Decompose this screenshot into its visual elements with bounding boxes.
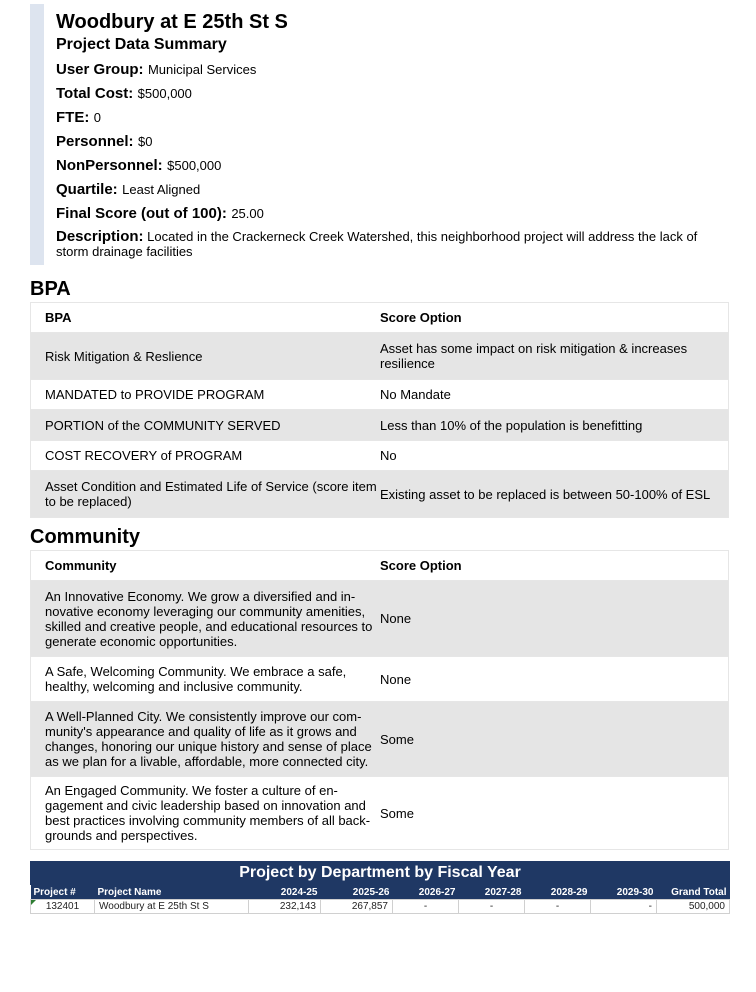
quartile-label: Quartile: [56, 181, 118, 198]
bpa-score: No Mandate [380, 387, 451, 402]
col-header-fy-2029-30: 2029-30 [616, 886, 654, 898]
final-score-value: 25.00 [231, 206, 264, 221]
fiscal-header-row [31, 885, 730, 900]
bpa-item: COST RECOVERY of PROGRAM [45, 448, 243, 463]
personnel-field [56, 133, 731, 151]
community-item: A Safe, Welcoming Community. We embrace a safe, healthy, welcoming and inclusive community. [45, 664, 347, 694]
community-item: A Well-Planned City. We consistently improve our com-munity's appearance and quality of life as it grows and changes, honoring our unique history and sense of place as we plan for a livable, affordable, more connected city. [45, 709, 372, 769]
community-item: An Innovative Economy. We grow a diversified and in-novative economy leveraging our community amenities, skilled and creative people, and educational resources to generate economic opportunities. [45, 588, 373, 649]
bpa-table [30, 302, 729, 518]
cell-fy-2027-28: - [459, 900, 525, 914]
fte-label: FTE: [56, 109, 90, 126]
col-header-fy-2024-25: 2024-25 [280, 886, 318, 898]
user-group-field [56, 61, 731, 79]
quartile-field [56, 181, 731, 199]
bpa-col-header: BPA [45, 310, 72, 325]
table-row [31, 380, 729, 410]
user-group-value: Municipal Services [147, 62, 257, 77]
personnel-value: $0 [137, 134, 153, 149]
table-row [31, 471, 729, 518]
bpa-heading: BPA [30, 278, 71, 300]
col-header-fy-2025-26: 2025-26 [352, 886, 390, 898]
quartile-value: Least Aligned [122, 182, 201, 197]
project-number-text: 132401 [45, 901, 80, 912]
bpa-score: Asset has some impact on risk mitigation & increases resilience [380, 341, 688, 371]
table-row [31, 900, 730, 914]
table-row [31, 333, 729, 380]
community-table [30, 550, 729, 850]
cell-fy-2026-27: - [393, 900, 459, 914]
bpa-score: Less than 10% of the population is benefitting [380, 417, 643, 433]
total-cost-field [56, 85, 731, 103]
nonpersonnel-label: NonPersonnel: [56, 157, 163, 174]
bpa-item: Asset Condition and Estimated Life of Service (score item to be replaced) [45, 479, 377, 509]
table-row [31, 441, 729, 471]
total-cost-label: Total Cost: [56, 85, 134, 102]
personnel-label: Personnel: [56, 133, 134, 150]
nonpersonnel-value: $500,000 [167, 158, 222, 173]
bpa-score: Existing asset to be replaced is between 50-100% of ESL [380, 486, 711, 502]
bpa-item: Risk Mitigation & Reslience [45, 348, 203, 364]
fiscal-table-title: Project by Department by Fiscal Year [30, 861, 730, 885]
table-row [31, 777, 729, 850]
col-header-project-name: Project Name [97, 886, 162, 898]
col-header-grand-total: Grand Total [671, 886, 727, 898]
cell-fy-2025-26: 267,857 [321, 900, 393, 914]
table-row [31, 657, 729, 702]
project-title: Woodbury at E 25th St S [56, 11, 288, 33]
community-score: Some [380, 805, 414, 821]
bpa-item: PORTION of the COMMUNITY SERVED [45, 417, 281, 433]
fte-value: 0 [93, 110, 102, 125]
nonpersonnel-field [56, 157, 731, 175]
cell-grand-total: 500,000 [657, 900, 730, 914]
bpa-score-col-header: Score Option [380, 310, 462, 325]
cell-fy-2029-30: - [591, 900, 657, 914]
fiscal-year-table [30, 861, 730, 914]
col-header-fy-2027-28: 2027-28 [484, 886, 522, 898]
col-header-fy-2028-29: 2028-29 [550, 886, 588, 898]
user-group-label: User Group: [56, 61, 144, 78]
community-score: None [380, 671, 412, 687]
fte-field [56, 109, 731, 127]
description-text: Located in the Crackerneck Creek Watershed, this neighborhood project will address the lack of storm drainage facilities [56, 229, 698, 259]
description-label: Description: [56, 228, 144, 245]
community-col-header: Community [45, 558, 117, 573]
cell-marker [31, 900, 36, 905]
final-score-field [56, 205, 731, 223]
community-heading: Community [30, 526, 140, 548]
description-field [56, 229, 731, 259]
col-header-fy-2026-27: 2026-27 [418, 886, 456, 898]
community-item: An Engaged Community. We foster a culture of en-gagement and civic leadership based on innovation and best practices involving community members of all back-grounds and perspectives. [45, 783, 371, 843]
cell-fy-2024-25: 232,143 [249, 900, 321, 914]
community-score: Some [380, 731, 414, 747]
summary-subtitle: Project Data Summary [56, 36, 227, 53]
table-row [31, 410, 729, 441]
community-score-col-header: Score Option [380, 558, 462, 573]
final-score-label: Final Score (out of 100): [56, 205, 227, 222]
community-header-row [31, 551, 729, 581]
cell-fy-2028-29: - [525, 900, 591, 914]
col-header-project-number: Project # [33, 886, 76, 898]
project-summary [30, 4, 731, 265]
bpa-header-row [31, 303, 729, 333]
cell-project-number [31, 900, 95, 914]
total-cost-value: $500,000 [137, 86, 192, 101]
cell-project-name: Woodbury at E 25th St S [95, 900, 249, 914]
bpa-score: No [380, 448, 397, 463]
community-score: None [380, 611, 412, 626]
bpa-item: MANDATED to PROVIDE PROGRAM [45, 387, 265, 402]
table-row [31, 581, 729, 657]
table-row [31, 702, 729, 777]
fiscal-grid [30, 885, 730, 914]
